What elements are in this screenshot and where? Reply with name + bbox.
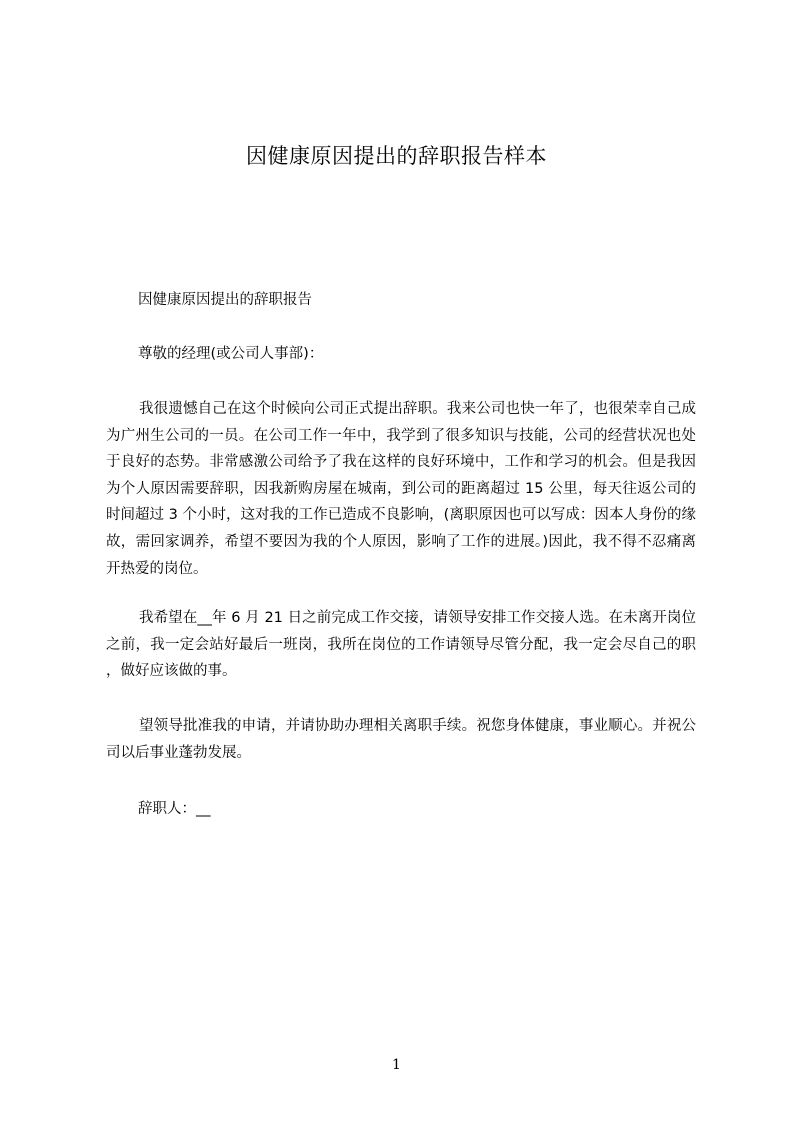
body-paragraph: 我很遗憾自己在这个时候向公司正式提出辞职。我来公司也快一年了，也很荣幸自己成为广州生公司的一员。在公司工作一年中，我学到了很多知识与技能，公司的经营状况也处于良好的态势。非常感激公司给予了我在这样的良好环境中，工作和学习的机会。但是我因为个人原因需要辞职，因我新购房屋在城南，到公司的距离超过 15 公里，每天往返公司的时间超过 3 个小时，这对我的工作已造成不良影响，(离职原因也可以写成：因本人身份的缘故，需回家调养，希望不要因为我的个人原因，影响了工作的进展。)因此，我不得不忍痛离开热爱的岗位。 <box>106 401 696 577</box>
body-paragraph: 我希望在__年 6 月 21 日之前完成工作交接，请领导安排工作交接人选。在未离开岗位之前，我一定会站好最后一班岗，我所在岗位的工作请领导尽管分配，我一定会尽自己的职，做好应该做的事。 <box>106 610 696 680</box>
document-title: 因健康原因提出的辞职报告样本 <box>246 144 547 168</box>
letter-salutation: 尊敬的经理(或公司人事部)： <box>138 346 324 362</box>
signature-line: 辞职人：__ <box>138 801 211 817</box>
letter-subtitle: 因健康原因提出的辞职报告 <box>138 292 312 308</box>
body-paragraph: 望领导批准我的申请，并请协助办理相关离职手续。祝您身体健康，事业顺心。并祝公司以后事业蓬勃发展。 <box>106 718 696 761</box>
page-number: 1 <box>392 1057 401 1073</box>
